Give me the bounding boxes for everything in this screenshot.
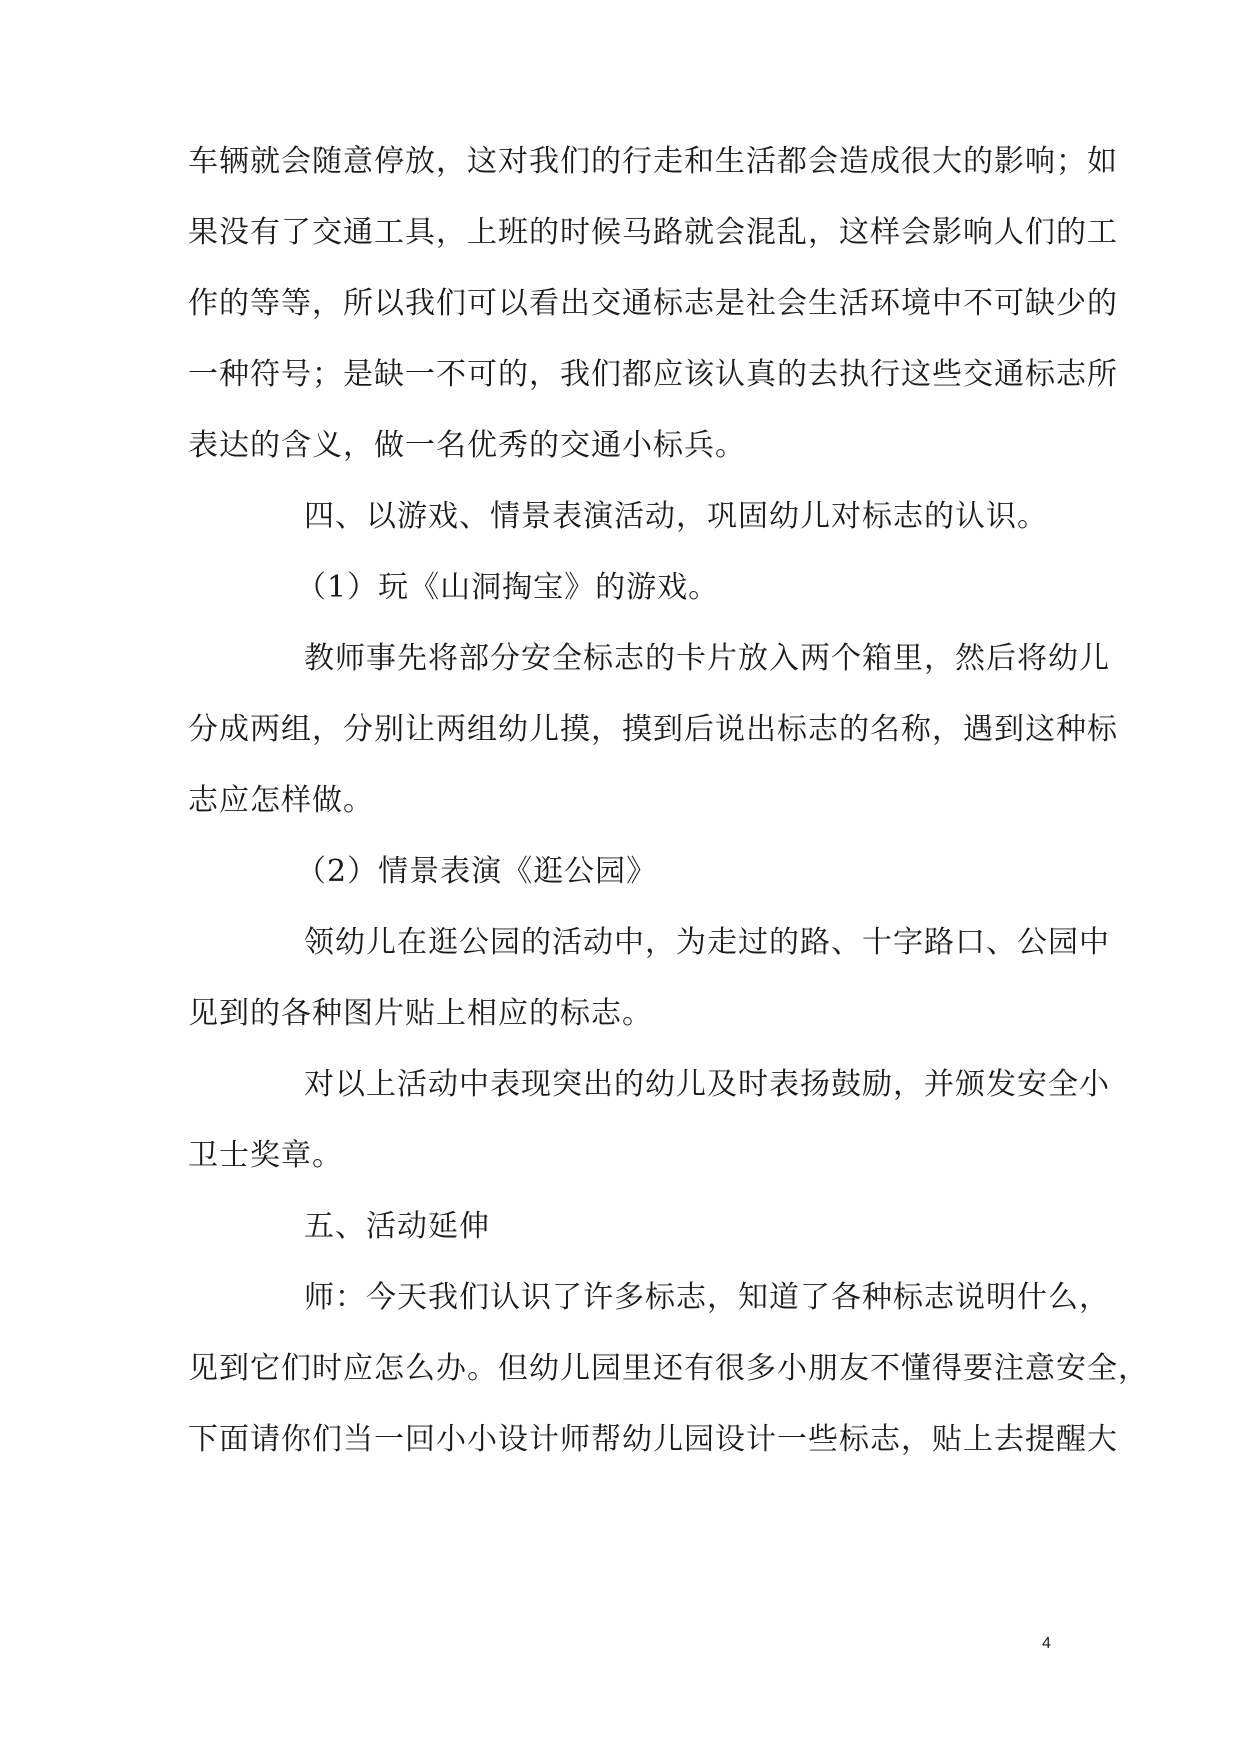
- body-text-line: 见到它们时应怎么办。但幼儿园里还有很多小朋友不懂得要注意安全，: [188, 1351, 1149, 1386]
- body-text-line: 分成两组，分别让两组幼儿摸，摸到后说出标志的名称，遇到这种标: [188, 712, 1118, 747]
- body-text-line: 师：今天我们认识了许多标志，知道了各种标志说明什么，: [304, 1280, 1110, 1315]
- body-text-line: 表达的含义，做一名优秀的交通小标兵。: [188, 428, 746, 463]
- body-text-line: 对以上活动中表现突出的幼儿及时表扬鼓励，并颁发安全小: [304, 1067, 1110, 1102]
- subsection-heading: （1）玩《山洞掏宝》的游戏。: [296, 570, 720, 605]
- body-text-line: 见到的各种图片贴上相应的标志。: [188, 996, 653, 1031]
- body-text-line: 志应怎样做。: [188, 783, 374, 818]
- section-heading: 五、活动延伸: [304, 1209, 490, 1244]
- body-text-line: 作的等等，所以我们可以看出交通标志是社会生活环境中不可缺少的: [188, 286, 1118, 321]
- body-text-line: 果没有了交通工具，上班的时候马路就会混乱，这样会影响人们的工: [188, 215, 1118, 250]
- subsection-heading: （2）情景表演《逛公园》: [296, 854, 658, 889]
- body-text-line: 下面请你们当一回小小设计师帮幼儿园设计一些标志，贴上去提醒大: [188, 1422, 1118, 1457]
- page-number: 4: [1042, 1635, 1051, 1652]
- body-text-line: 教师事先将部分安全标志的卡片放入两个箱里，然后将幼儿: [304, 641, 1110, 676]
- section-heading: 四、以游戏、情景表演活动，巩固幼儿对标志的认识。: [304, 499, 1048, 534]
- body-text-line: 领幼儿在逛公园的活动中，为走过的路、十字路口、公园中: [304, 925, 1110, 960]
- body-text-line: 车辆就会随意停放，这对我们的行走和生活都会造成很大的影响；如: [188, 144, 1118, 179]
- body-text-line: 卫士奖章。: [188, 1138, 343, 1173]
- body-text-line: 一种符号；是缺一不可的，我们都应该认真的去执行这些交通标志所: [188, 357, 1118, 392]
